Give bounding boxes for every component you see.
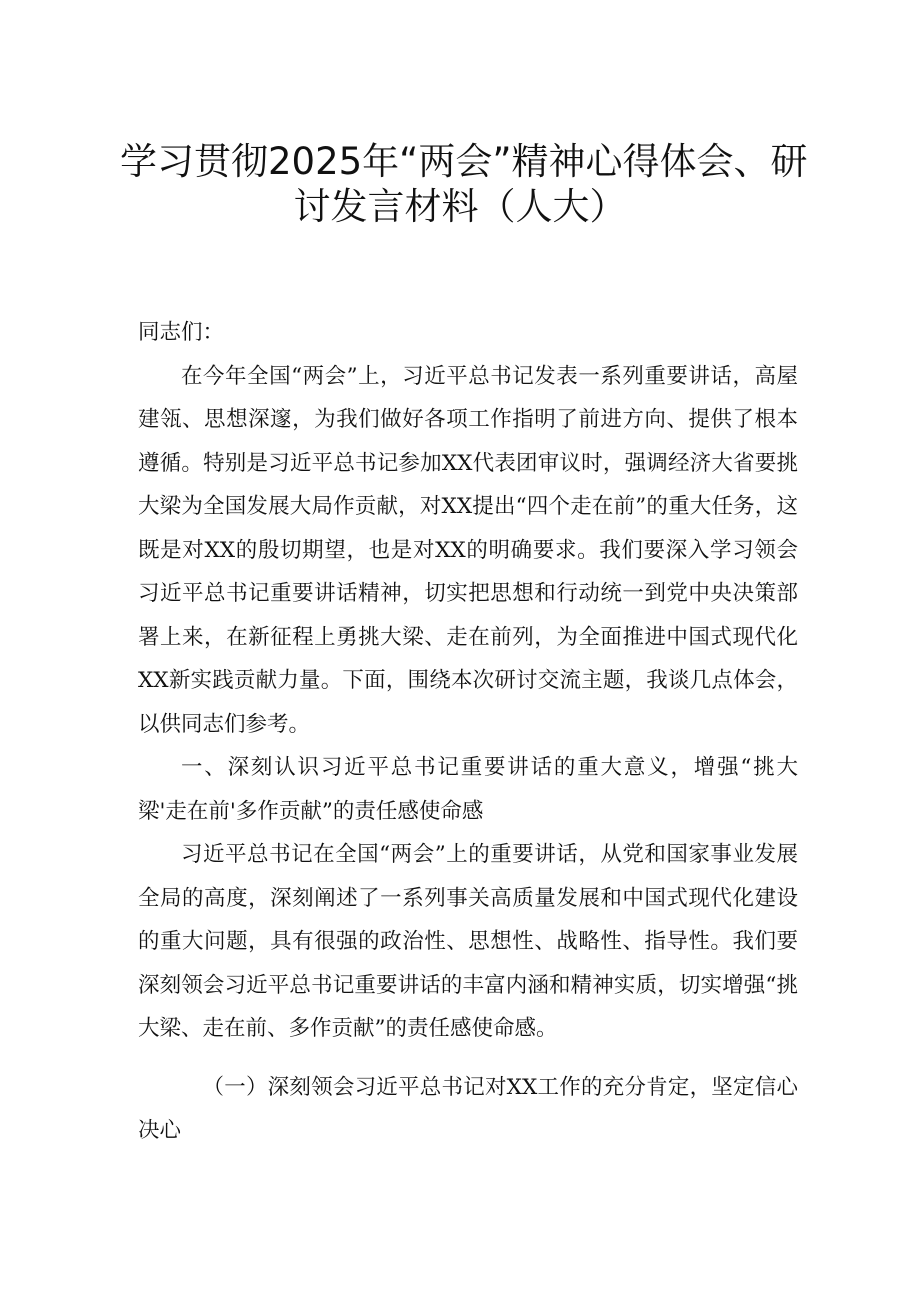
section-heading-1: 一、深刻认识习近平总书记重要讲话的重大意义，增强“挑大梁'走在前'多作贡献”的责任感使命感 [138,755,798,824]
document-title-line-2: 讨发言材料（人大） [293,185,627,228]
document-body [138,311,798,1153]
subsection-heading-1: （一）深刻领会习近平总书记对XX工作的充分肯定，坚定信心决心 [138,1074,798,1143]
intro-paragraph: 在今年全国“两会”上，习近平总书记发表一系列重要讲话，高屋建瓴、思想深邃，为我们做好各项工作指明了前进方向、提供了根本遵循。特别是习近平总书记参加XX代表团审议时，强调经济大省要挑大梁为全国发展大局作贡献，对XX提出“四个走在前”的重大任务，这既是对XX的殷切期望，也是对XX的明确要求。我们要深入学习领会习近平总书记重要讲话精神，切实把思想和行动统一到党中央决策部署上来，在新征程上勇挑大梁、走在前列，为全面推进中国式现代化XX新实践贡献力量。下面，围绕本次研讨交流主题，我谈几点体会，以供同志们参考。 [138,363,798,737]
section-1-paragraph: 习近平总书记在全国“两会”上的重要讲话，从党和国家事业发展全局的高度，深刻阐述了一系列事关高质量发展和中国式现代化建设的重大问题，具有很强的政治性、思想性、战略性、指导性。我们要深刻领会习近平总书记重要讲话的丰富内涵和精神实质，切实增强“挑大梁、走在前、多作贡献”的责任感使命感。 [138,842,798,1041]
document-title-line-1: 学习贯彻2025年“两会”精神心得体会、研 [120,140,808,183]
paragraph-gap [138,1051,798,1066]
salutation: 同志们： [138,320,225,345]
